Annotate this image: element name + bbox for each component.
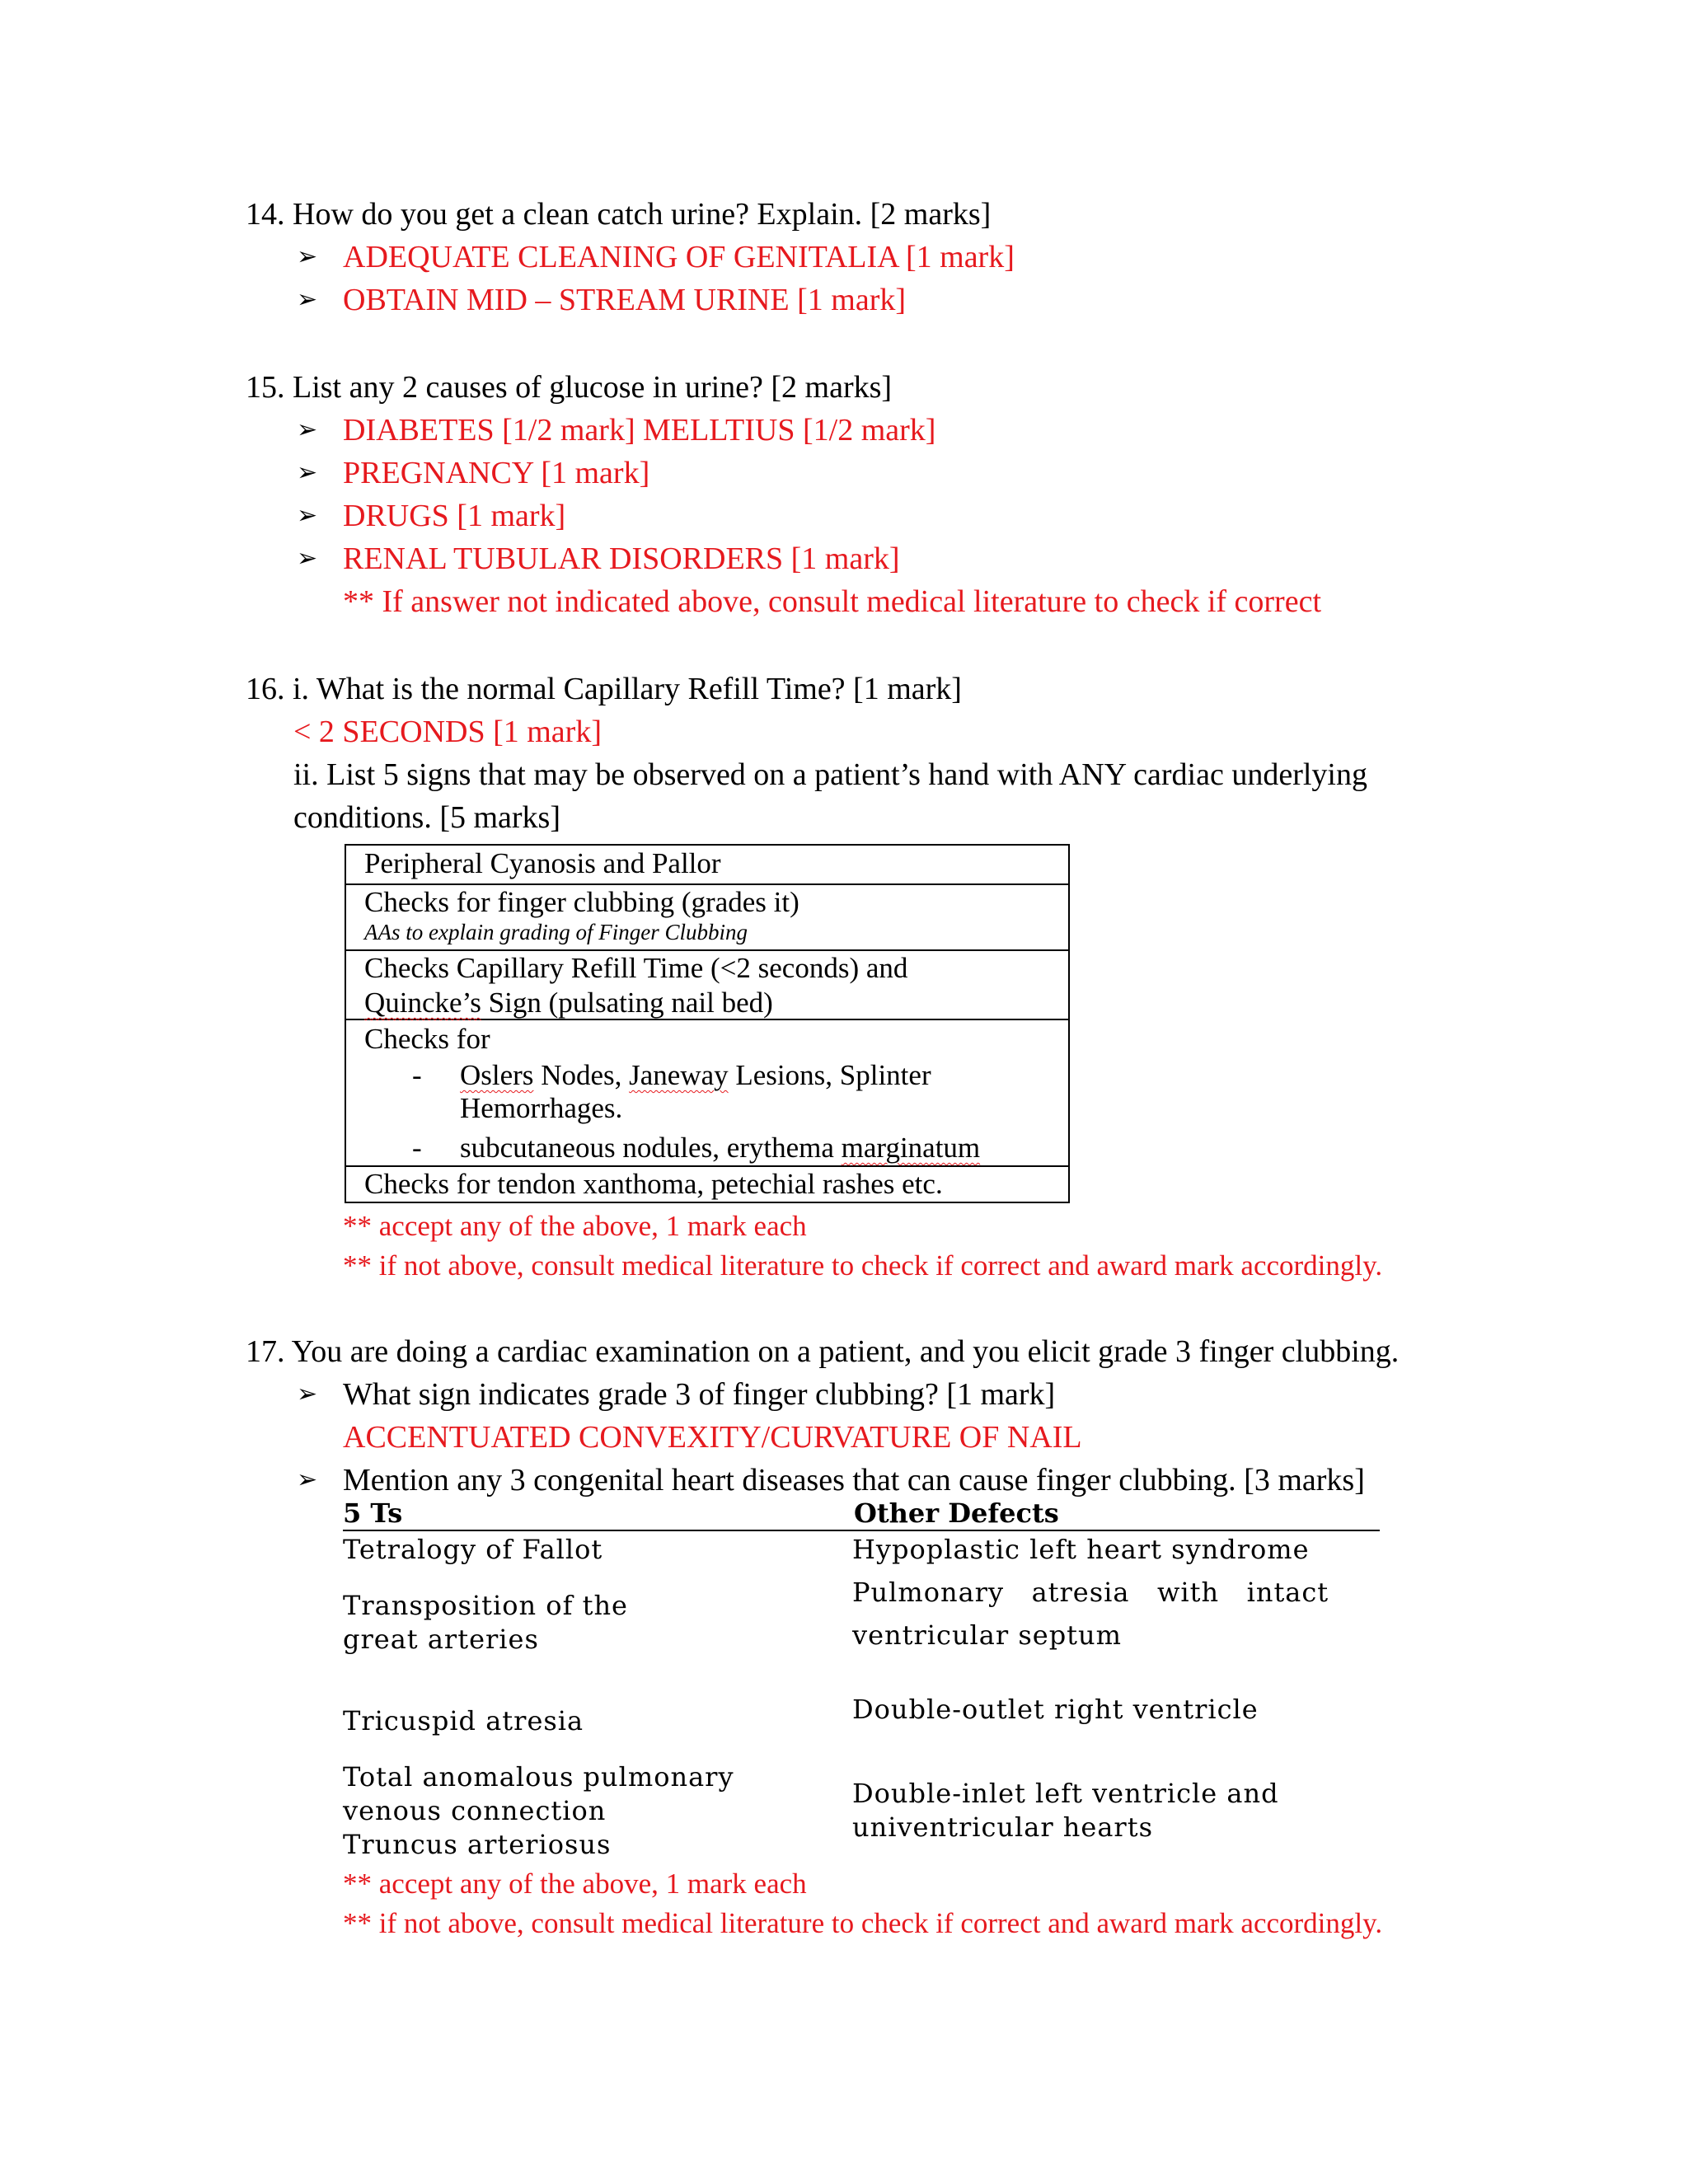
bullet-arrow-icon: ➢ (297, 501, 318, 530)
misspelled-word: Janeway (629, 1059, 729, 1091)
q15-note: ** If answer not indicated above, consult medical literature to check if correct (343, 584, 1321, 619)
table-cell: univentricular hearts (852, 1811, 1153, 1843)
table-row (346, 885, 1068, 951)
question-17: 17. You are doing a cardiac examination on a patient, and you elicit grade 3 finger clubbing. (246, 1334, 1400, 1369)
table-cell: Truncus arteriosus (343, 1829, 612, 1860)
table-row (346, 1020, 1068, 1167)
q17-subquestion-2: Mention any 3 congenital heart diseases that can cause finger clubbing. [3 marks] (343, 1463, 1365, 1497)
table-cell: Total anomalous pulmonary (343, 1761, 734, 1793)
list-dash: - (412, 1059, 422, 1091)
bullet-arrow-icon: ➢ (297, 1465, 318, 1494)
table-cell: Checks for finger clubbing (grades it) (364, 886, 799, 918)
table-cell: Pulmonary atresia with intact (852, 1577, 1329, 1608)
q15-answer-2: PREGNANCY [1 mark] (343, 456, 650, 490)
cardiac-signs-table (345, 844, 1070, 1203)
q16-note-1: ** accept any of the above, 1 mark each (343, 1210, 807, 1242)
table-cell: Double-inlet left ventricle and (852, 1778, 1279, 1809)
text-run: Nodes, (533, 1059, 630, 1091)
table-cell: great arteries (343, 1624, 539, 1655)
table-row (346, 1167, 1068, 1203)
bullet-arrow-icon: ➢ (297, 285, 318, 314)
table-cell: Tricuspid atresia (343, 1705, 584, 1736)
q16-answer-i: < 2 SECONDS [1 mark] (293, 715, 602, 749)
table-cell: Tetralogy of Fallot (343, 1534, 603, 1565)
q14-answer-1: ADEQUATE CLEANING OF GENITALIA [1 mark] (343, 240, 1015, 274)
table-cell: venous connection (343, 1795, 607, 1826)
q14-answer-2: OBTAIN MID – STREAM URINE [1 mark] (343, 283, 906, 317)
text-run: Sign (pulsating nail bed) (481, 987, 773, 1019)
q17-answer-1: ACCENTUATED CONVEXITY/CURVATURE OF NAIL (343, 1420, 1082, 1455)
question-16-part-ii-line-1: ii. List 5 signs that may be observed on a patient’s hand with ANY cardiac underlying (293, 757, 1367, 792)
q16-note-2: ** if not above, consult medical literature to check if correct and award mark accordingly. (343, 1249, 1383, 1282)
table-cell (364, 986, 773, 1020)
list-dash: - (412, 1132, 422, 1164)
table-cell: Double-outlet right ventricle (852, 1694, 1259, 1725)
table-cell: ventricular septum (852, 1619, 1122, 1651)
bullet-arrow-icon: ➢ (297, 458, 318, 487)
table-cell: Transposition of the (343, 1590, 628, 1621)
bullet-arrow-icon: ➢ (297, 1380, 318, 1408)
text-run: subcutaneous nodules, erythema (460, 1132, 842, 1164)
question-16-part-i: 16. i. What is the normal Capillary Refill Time? [1 mark] (246, 672, 962, 706)
question-15: 15. List any 2 causes of glucose in urine? [2 marks] (246, 370, 893, 405)
misspelled-word: marginatum (841, 1132, 981, 1164)
bullet-arrow-icon: ➢ (297, 242, 318, 271)
table-cell: Checks for (364, 1023, 490, 1055)
q15-answer-4: RENAL TUBULAR DISORDERS [1 mark] (343, 541, 900, 576)
question-16-part-ii-line-2: conditions. [5 marks] (293, 800, 561, 835)
table-cell: Peripheral Cyanosis and Pallor (364, 847, 721, 879)
q15-answer-3: DRUGS [1 mark] (343, 499, 566, 533)
bullet-arrow-icon: ➢ (297, 544, 318, 573)
header-rule (343, 1530, 1380, 1531)
text-run: Lesions, Splinter (728, 1059, 931, 1091)
table-cell: Checks for tendon xanthoma, petechial rashes etc. (364, 1168, 943, 1200)
list-item-continuation: Hemorrhages. (460, 1092, 623, 1124)
misspelled-word: Oslers (460, 1059, 534, 1091)
q17-note-1: ** accept any of the above, 1 mark each (343, 1868, 807, 1900)
q15-answer-1: DIABETES [1/2 mark] MELLTIUS [1/2 mark] (343, 413, 936, 448)
list-item (460, 1058, 931, 1093)
q17-note-2: ** if not above, consult medical literature to check if correct and award mark accordingly. (343, 1907, 1383, 1939)
column-header-other-defects: Other Defects (854, 1497, 1059, 1529)
table-row (346, 846, 1068, 885)
q17-subquestion-1: What sign indicates grade 3 of finger clubbing? [1 mark] (343, 1377, 1056, 1412)
table-cell-note: AAs to explain grading of Finger Clubbing (364, 920, 748, 944)
table-cell: Hypoplastic left heart syndrome (852, 1534, 1310, 1565)
list-item (460, 1131, 980, 1165)
bullet-arrow-icon: ➢ (297, 415, 318, 444)
table-cell: Checks Capillary Refill Time (<2 seconds) and (364, 952, 908, 984)
question-14: 14. How do you get a clean catch urine? Explain. [2 marks] (246, 197, 992, 232)
misspelled-word: Quincke’s (364, 987, 481, 1019)
column-header-5ts: 5 Ts (343, 1497, 403, 1529)
table-row (346, 951, 1068, 1020)
